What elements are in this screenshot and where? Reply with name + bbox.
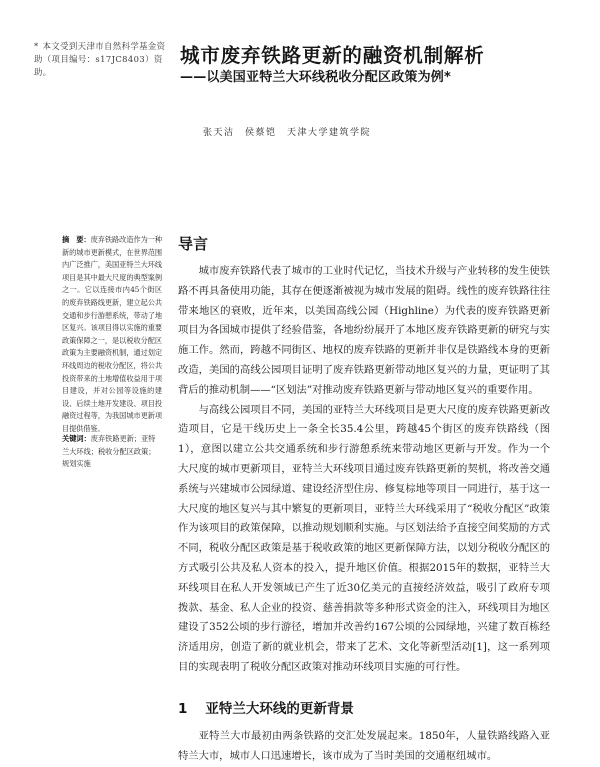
section-1-title: 亚特兰大环线的更新背景: [205, 701, 354, 717]
abstract-text: 废弃铁路改造作为一种新的城市更新模式，在世界范围内广泛推广，美国亚特兰大环线项目是其中最大尺度的典型案例之一。它以连接市内45个街区的废弃铁路线更新，建立起公共交通和步行游憩系统，带动了地区复兴。该项目得以实施的重要政策保障之一，是以税收分配区政策为主要融资机制，通过划定环线周边的税收分配区，将公共投资带来的土地增值收益用于项目建设，并对公园等设施的建设、后续土地开发建设、项目投融资过程等，为我国城市更新项目提供借鉴。: [62, 235, 162, 433]
keywords: [62, 433, 162, 471]
keywords-text: 废弃铁路更新；亚特兰大环线；税收分配区政策；规划实施: [62, 434, 156, 469]
paper-subtitle: ——以美国亚特兰大环线税收分配区政策为例*: [180, 70, 451, 85]
abstract: [62, 234, 162, 436]
abstract-label: 摘 要：: [62, 235, 91, 244]
intro-paragraph-2: 与高线公园项目不同，美国的亚特兰大环线项目是更大尺度的废弃铁路更新改造项目，它是干线历史上一条全长35.4公里，跨越45个街区的废弃铁路线（图1），意图以建立公共交通系统和步行游憩系统来带动地区更新与开发。作为一个大尺度的城市更新项目，亚特兰大环线项目通过废弃铁路更新的契机，将改善交通系统与兴建城市公园绿道、建设经济型住房、修复棕地等项目一同进行，基于这一大尺度的地区复兴与其中繁复的更新项目，亚特兰大环线采用了“税收分配区”政策作为该项目的政策保障，以推动规划顺利实施。与区划法给予直接空间奖励的方式不同，税收分配区政策是基于税收政策的地区更新保障方法，以划分税收分配区的方式吸引公共及私人资本的投入，提升地区价值。根据2015年的数据，亚特兰大环线项目在私人开发领域已产生了近30亿美元的直接经济效益，吸引了政府专项拨款、基金、私人企业的投资、慈善捐款等多种形式资金的注入，环线项目为地区建设了352公顷的步行游径，增加并改善约167公顷的公园绿地，兴建了数百栋经济适用房，创造了新的就业机会，带来了艺术、文化等新型活动[1]，这一系列项目的实现表明了税收分配区政策对推动环线项目实施的可行性。: [178, 403, 550, 673]
funding-text: 本文受到天津市自然科学基金资助（项目编号：s17JC8403）资助。: [34, 41, 166, 77]
section-1-paragraph: 亚特兰大市最初由两条铁路的交汇处发展起来。1850年，人量铁路线路入亚特兰大市，城市人口迅速增长，该市成为了当时美国的交通枢纽城市。: [178, 730, 550, 762]
funding-note: [34, 40, 170, 79]
intro-heading: 导言: [178, 235, 209, 253]
intro-body: [178, 262, 550, 678]
paper-title: 城市废弃铁路更新的融资机制解析: [180, 44, 485, 67]
section-1-heading: [178, 697, 354, 717]
intro-paragraph-1: 城市废弃铁路代表了城市的工业时代记忆，当技术升级与产业转移的发生使铁路不再具备使用功能，其存在便逐渐被视为城市发展的阻碍。线性的废弃铁路往往带来地区的衰败，近年来，以美国高线公园（Highline）为代表的废弃铁路更新项目为各国城市提供了经验借鉴，各地纷纷展开了本地区废弃铁路更新的研究与实施工作。然而，跨越不同街区、地权的废弃铁路的更新并非仅是铁路线本身的更新改造，美国的高线公园项目证明了废弃铁路更新带动地区复兴的力量，更证明了其背后的推动机制——“区划法”对推动废弃铁路更新与带动地区复兴的重要作用。: [178, 265, 550, 396]
section-1-body: [178, 727, 550, 767]
funding-star: *: [34, 41, 39, 51]
section-1-number: 1: [178, 701, 188, 717]
authors-affiliation: 张天洁 侯蔡铠 天津大学建筑学院: [203, 128, 372, 138]
keywords-label: 关键词：: [62, 434, 91, 443]
